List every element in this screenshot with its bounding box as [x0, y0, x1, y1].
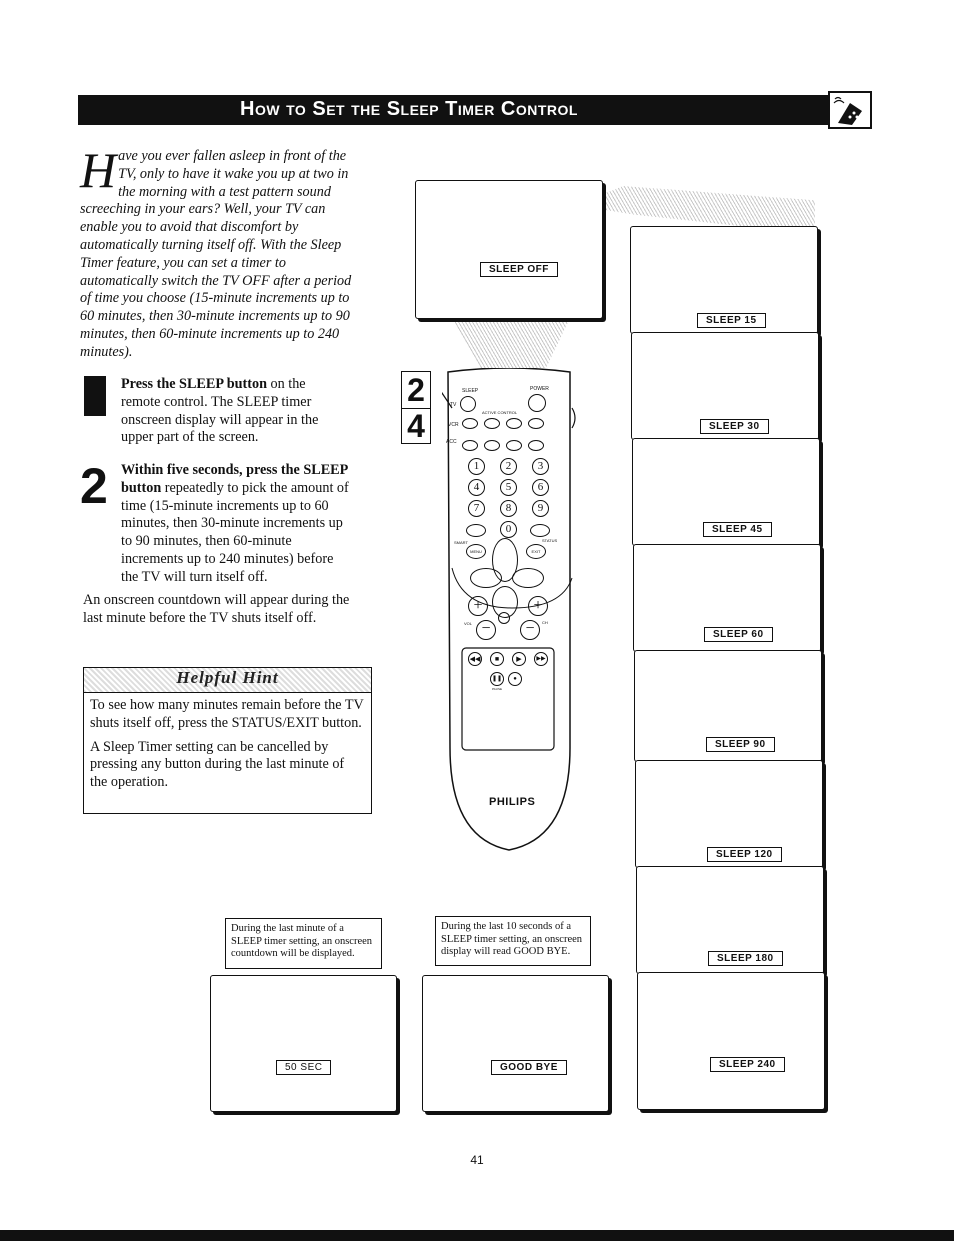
digit-4-button[interactable]: 4 — [468, 479, 485, 496]
label-active-control: ACTIVE CONTROL — [482, 410, 518, 415]
helpful-hint-box — [83, 667, 372, 814]
osd-countdown: 50 SEC — [276, 1060, 331, 1075]
step-2-number: 2 — [80, 458, 108, 514]
status-exit-button[interactable]: EXIT — [526, 544, 546, 559]
cc-button[interactable] — [506, 418, 522, 429]
step-2-rest: repeatedly to pick the amount of time (15-minute increments up to 60 minutes, then 30-minute increments up to 90 minutes, then 60-minute increments up to 240 minutes) before the TV will turn itself off. — [121, 479, 349, 585]
surf-button[interactable] — [462, 440, 478, 451]
active-control-button[interactable] — [484, 418, 500, 429]
remote-step-label-4: 4 — [401, 408, 431, 444]
signal-beam-down — [450, 318, 570, 368]
channel-up-button[interactable]: + — [528, 596, 548, 616]
channel-down-button[interactable]: − — [520, 620, 540, 640]
volume-up-button[interactable]: + — [468, 596, 488, 616]
brand-logo: PHILIPS — [489, 796, 536, 808]
hint-heading: Helpful Hint — [176, 668, 279, 687]
tv-screen-sleep-15 — [630, 226, 818, 334]
step-2-bold: Within five seconds, press the SLEEP button — [121, 462, 348, 496]
tv-screen-sleep-240 — [637, 972, 825, 1110]
digit-0-button[interactable]: 0 — [500, 521, 517, 538]
digit-6-button[interactable]: 6 — [532, 479, 549, 496]
label-tv: TV — [450, 402, 457, 408]
remote-step-label-2: 2 — [401, 371, 431, 409]
tv-screen-sleep-30 — [631, 332, 819, 440]
tv-screen-sleep-90 — [634, 650, 822, 762]
label-pause: PAUSE — [492, 687, 502, 691]
label-status: STATUS — [542, 538, 558, 543]
label-sleep: SLEEP — [462, 388, 479, 394]
label-ch: CH — [542, 620, 548, 625]
osd-sleep-90: SLEEP 90 — [706, 737, 775, 752]
digit-2-button[interactable]: 2 — [500, 458, 517, 475]
cursor-right-button[interactable] — [512, 568, 544, 588]
label-smart: SMART — [454, 540, 468, 545]
label-vol: VOL — [464, 621, 473, 626]
clock-button[interactable] — [528, 418, 544, 429]
digit-8-button[interactable]: 8 — [500, 500, 517, 517]
pause-button[interactable]: ❚❚ — [490, 672, 504, 686]
intro-paragraph — [80, 142, 365, 362]
step-1-rest: on the remote control. The SLEEP timer onscreen display will appear in the upper part of the screen. — [121, 376, 319, 446]
volume-down-button[interactable]: − — [476, 620, 496, 640]
smart-surf-button[interactable] — [484, 440, 500, 451]
label-power: POWER — [530, 386, 549, 392]
rewind-button[interactable]: ◀◀ — [468, 652, 482, 666]
osd-sleep-120: SLEEP 120 — [707, 847, 782, 862]
caption-goodbye: During the last 10 seconds of a SLEEP timer setting, an onscreen display will read GOOD BYE. — [435, 916, 591, 966]
record-button[interactable]: ● — [508, 672, 522, 686]
step-2-text — [121, 462, 351, 587]
tv-screen-goodbye — [422, 975, 609, 1112]
hint-heading-bar — [84, 668, 371, 693]
label-vcr: VCR — [448, 422, 459, 428]
cursor-left-button[interactable] — [470, 568, 502, 588]
digit-7-button[interactable]: 7 — [468, 500, 485, 517]
caption-countdown: During the last minute of a SLEEP timer setting, an onscreen countdown will be displayed. — [225, 918, 382, 969]
stop-button[interactable]: ■ — [490, 652, 504, 666]
fast-forward-button[interactable]: ▶▶ — [534, 652, 548, 666]
page-title: How to Set the Sleep Timer Control — [240, 98, 578, 120]
digit-9-button[interactable]: 9 — [532, 500, 549, 517]
play-button[interactable]: ▶ — [512, 652, 526, 666]
page-number: 41 — [470, 1153, 484, 1167]
picture-button[interactable] — [530, 524, 550, 537]
sleep-button[interactable] — [460, 396, 476, 412]
countdown-note: An onscreen countdown will appear during the last minute before the TV shuts itself off. — [83, 592, 350, 626]
osd-sleep-30: SLEEP 30 — [700, 419, 769, 434]
osd-sleep-60: SLEEP 60 — [704, 627, 773, 642]
osd-goodbye: GOOD BYE — [491, 1060, 567, 1075]
title-bar — [78, 95, 868, 125]
tv-screen-countdown — [210, 975, 397, 1112]
tv-screen-sleep-45 — [632, 438, 820, 546]
tv-screen-sleep-120 — [635, 760, 823, 868]
label-acc: ACC — [446, 439, 457, 445]
osd-sleep-180: SLEEP 180 — [708, 951, 783, 966]
digit-1-button[interactable]: 1 — [468, 458, 485, 475]
power-button[interactable] — [528, 394, 546, 412]
mute-button[interactable] — [498, 612, 510, 624]
osd-sleep-45: SLEEP 45 — [703, 522, 772, 537]
tuner-button[interactable] — [528, 440, 544, 451]
remote-control — [442, 368, 577, 855]
program-list-button[interactable] — [506, 440, 522, 451]
intro-text: ave you ever fallen asleep in front of the TV, only to have it wake you up at two in the morning with a test pattern sound screeching in your ears? Well, your TV can enable you to avoid that discomfort by automatically turning itself off. With the Sleep Timer feature, you can set a timer to automatically switch the TV OFF after a period of time you choose (15-minute increments up to 60 minutes, then 30-minute increments up to 90 minutes, then 60-minute increments up to 240 minutes). — [80, 148, 352, 360]
sound-button[interactable] — [466, 524, 486, 537]
hint-paragraph-1: To see how many minutes remain before the TV shuts itself off, press the STATUS/EXIT button. — [90, 697, 364, 731]
av-button[interactable] — [462, 418, 478, 429]
menu-button[interactable]: MENU — [466, 544, 486, 559]
tv-screen-sleep-off — [415, 180, 603, 319]
digit-3-button[interactable]: 3 — [532, 458, 549, 475]
step-1-text — [121, 376, 341, 447]
hint-paragraph-2: A Sleep Timer setting can be cancelled by pressing any button during the last minute of the operation. — [90, 738, 345, 791]
remote-hand-icon — [828, 91, 872, 129]
step-1-number — [84, 376, 106, 416]
osd-sleep-240: SLEEP 240 — [710, 1057, 785, 1072]
osd-sleep-15: SLEEP 15 — [697, 313, 766, 328]
bottom-rule — [0, 1230, 954, 1241]
osd-sleep-off: SLEEP OFF — [480, 262, 558, 277]
tv-screen-sleep-180 — [636, 866, 824, 974]
tv-screen-sleep-60 — [633, 544, 821, 652]
intro-dropcap: H — [80, 142, 117, 198]
digit-5-button[interactable]: 5 — [500, 479, 517, 496]
step-1-bold: Press the SLEEP button — [121, 376, 267, 392]
